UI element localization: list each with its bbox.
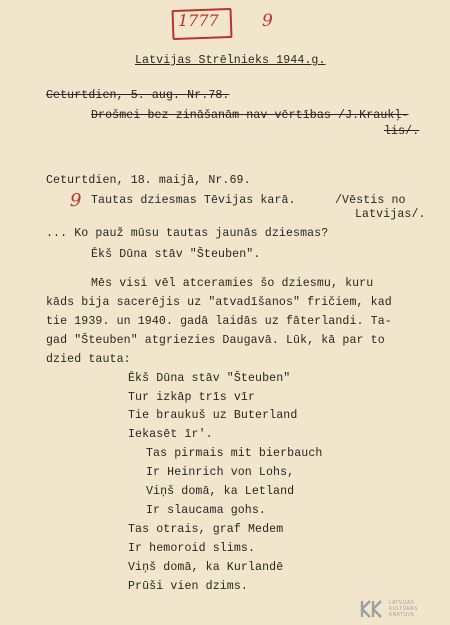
poem-line: Tas otrais, graf Medem [128,523,284,536]
poem-line: Tie braukuš uz Buterland [128,409,298,422]
poem-line: Viņš domā, ka Kurlandē [128,561,284,574]
struck-article-author: lis/. [384,125,420,138]
poem-line: Tas pirmais mit bierbauch [146,447,323,460]
song-title: Ēkš Dūna stāv "Šteuben". [91,248,261,261]
body-line: gad "Šteuben" atgriezies Daugavā. Lūk, kā par to [46,334,385,347]
poem-line: Ēkš Dūna stāv "Šteuben" [128,372,291,385]
entry-question: ... Ko pauž mūsu tautas jaunās dziesmas? [46,227,329,240]
watermark-line: LATVIJAS [389,600,415,606]
poem-line: Tur izkāp trīs vīr [128,391,256,404]
margin-mark: 9 [70,190,82,211]
entry-dateline: Ceturtdien, 18. maijā, Nr.69. [46,174,251,187]
body-line: tie 1939. un 1940. gadā laidās uz fāterlandi. Ta- [46,315,392,328]
entry-title: Tautas dziesmas Tēvijas karā. [91,194,296,207]
body-line: kāds bija sacerējis uz "atvadīšanos" fričiem, kad [46,296,392,309]
poem-line: Viņš domā, ka Letland [146,485,295,498]
poem-line: Ir slaucama gohs. [146,504,266,517]
page-number: 9 [262,11,273,31]
poem-line: Iekasēt īr'. [128,428,213,441]
struck-dateline: Ceturtdien, 5. aug. Nr.78. [46,89,230,102]
entry-source: /Vēstis no [335,194,406,207]
watermark-line: KRĀTUVE [389,612,415,618]
entry-source-cont: Latvijas/. [355,208,426,221]
body-line: Mēs visi vēl atceramies šo dziesmu, kuru [91,277,374,290]
body-line: dzied tauta: [46,353,131,366]
kk-logo-icon [360,599,386,619]
watermark-line: KULTŪRAS [389,606,418,612]
newspaper-title: Latvijas Strēlnieks 1944.g. [135,54,326,67]
poem-line: Prūši vien dzims. [128,580,248,593]
poem-line: Ir Heinrich von Lohs, [146,466,295,479]
archive-watermark [360,598,444,620]
archive-number: 1777 [178,11,219,30]
struck-article-title: Drošmei bez zināšanām nav vērtības /J.Kraukļ- [91,109,409,122]
poem-line: Ir hemoroid slims. [128,542,256,555]
